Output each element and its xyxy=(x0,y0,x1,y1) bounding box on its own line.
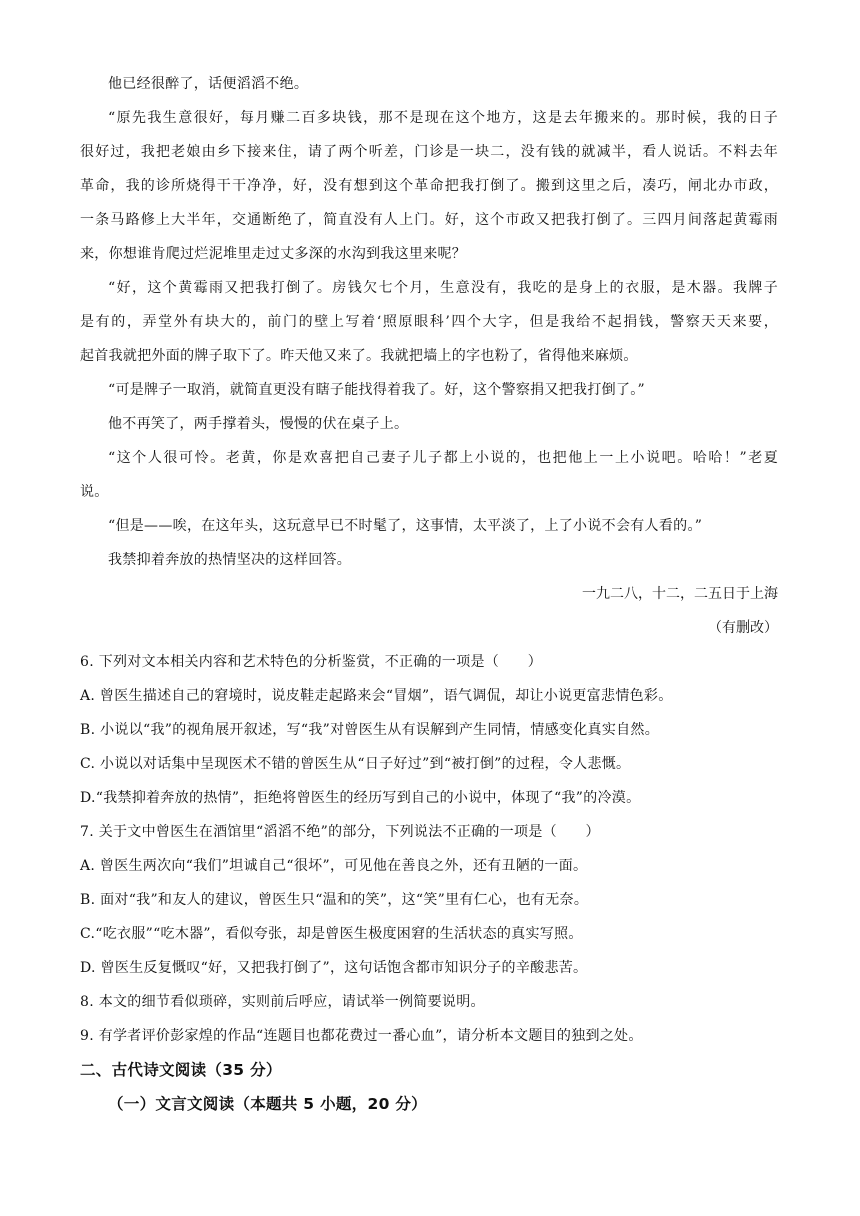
story-paragraph-1: 他已经很醉了，话便滔滔不绝。 xyxy=(108,76,309,92)
story-paragraph-2-line-5: 来，你想谁肯爬过烂泥堆里走过丈多深的水沟到我这里来呢？ xyxy=(80,246,467,262)
question-7-option-b: B. 面对“我”和友人的建议，曾医生只“温和的笑”，这“笑”里有仁心，也有无奈。 xyxy=(80,892,589,908)
story-paragraph-2-line-1: “原先我生意很好，每月赚二百多块钱，那不是现在这个地方，这是去年搬来的。那时候，我的日子 xyxy=(108,110,778,126)
story-paragraph-8: 我禁抑着奔放的热情坚决的这样回答。 xyxy=(108,552,352,568)
story-paragraph-3-line-1: “好，这个黄霉雨又把我打倒了。房钱欠七个月，生意没有，我吃的是身上的衣服，是木器。我牌子 xyxy=(108,280,778,296)
section-title: 二、古代诗文阅读（35 分） xyxy=(80,1061,282,1079)
story-paragraph-2-line-2: 很好过，我把老娘由乡下接来住，请了两个听差，门诊是一块二，没有钱的就减半，看人说话。不料去年 xyxy=(80,144,778,160)
question-7-option-c: C.“吃衣服”“吃木器”，看似夸张，却是曾医生极度困窘的生活状态的真实写照。 xyxy=(80,926,583,942)
story-date: 一九二八，十二，二五日于上海 xyxy=(582,586,778,602)
story-paragraph-4: “可是牌子一取消，就简直更没有瞎子能找得着我了。好，这个警察捐又把我打倒了。” xyxy=(108,382,646,398)
question-6-option-a: A. 曾医生描述自己的窘境时，说皮鞋走起路来会“冒烟”，语气调侃，却让小说更富悲情色彩。 xyxy=(80,688,673,704)
question-9: 9. 有学者评价彭家煌的作品“连题目也都花费过一番心血”，请分析本文题目的独到之处。 xyxy=(80,1028,643,1044)
question-7-option-a: A. 曾医生两次向“我们”坦诚自己“很坏”，可见他在善良之外，还有丑陋的一面。 xyxy=(80,858,588,874)
story-paragraph-6-line-2: 说。 xyxy=(80,484,109,500)
question-6-option-b: B. 小说以“我”的视角展开叙述，写“我”对曾医生从有误解到产生同情，情感变化真实自然。 xyxy=(80,722,660,738)
story-paragraph-6-line-1: “这个人很可怜。老黄，你是欢喜把自己妻子儿子都上小说的，也把他上一上小说吧。哈哈！”老夏 xyxy=(108,450,778,466)
section-subtitle: （一）文言文阅读（本题共 5 小题，20 分） xyxy=(108,1095,427,1113)
question-6-stem: 6. 下列对文本相关内容和艺术特色的分析鉴赏，不正确的一项是（ ） xyxy=(80,654,543,670)
question-6-option-d: D.“我禁抑着奔放的热情”，拒绝将曾医生的经历写到自己的小说中，体现了“我”的冷漠。 xyxy=(80,790,641,806)
story-paragraph-2-line-3: 革命，我的诊所烧得干干净净，好，没有想到这个革命把我打倒了。搬到这里之后，凑巧，闸北办市政， xyxy=(80,178,778,194)
story-paragraph-3-line-2: 是有的，弄堂外有块大的，前门的壁上写着‘照原眼科’四个大字，但是我给不起捐钱，警察天天来要， xyxy=(80,314,778,330)
story-paragraph-5: 他不再笑了，两手撑着头，慢慢的伏在桌子上。 xyxy=(108,416,409,432)
question-8: 8. 本文的细节看似琐碎，实则前后呼应，请试举一例简要说明。 xyxy=(80,994,485,1010)
question-7-stem: 7. 关于文中曾医生在酒馆里“滔滔不绝”的部分，下列说法不正确的一项是（ ） xyxy=(80,824,600,840)
question-7-option-d: D. 曾医生反复慨叹“好，又把我打倒了”，这句话饱含都市知识分子的辛酸悲苦。 xyxy=(80,960,588,976)
story-paragraph-2-line-4: 一条马路修上大半年，交通断绝了，简直没有人上门。好，这个市政又把我打倒了。三四月间落起黄霉雨 xyxy=(80,212,778,228)
story-paragraph-3-line-3: 起首我就把外面的牌子取下了。昨天他又来了。我就把墙上的字也粉了，省得他来麻烦。 xyxy=(80,348,638,364)
question-6-option-c: C. 小说以对话集中呈现医术不错的曾医生从“日子好过”到“被打倒”的过程，令人悲慨。 xyxy=(80,756,631,772)
story-paragraph-7: “但是——唉，在这年头，这玩意早已不时髦了，这事情，太平淡了，上了小说不会有人看的。” xyxy=(108,518,703,534)
story-note: （有删改） xyxy=(708,620,778,636)
